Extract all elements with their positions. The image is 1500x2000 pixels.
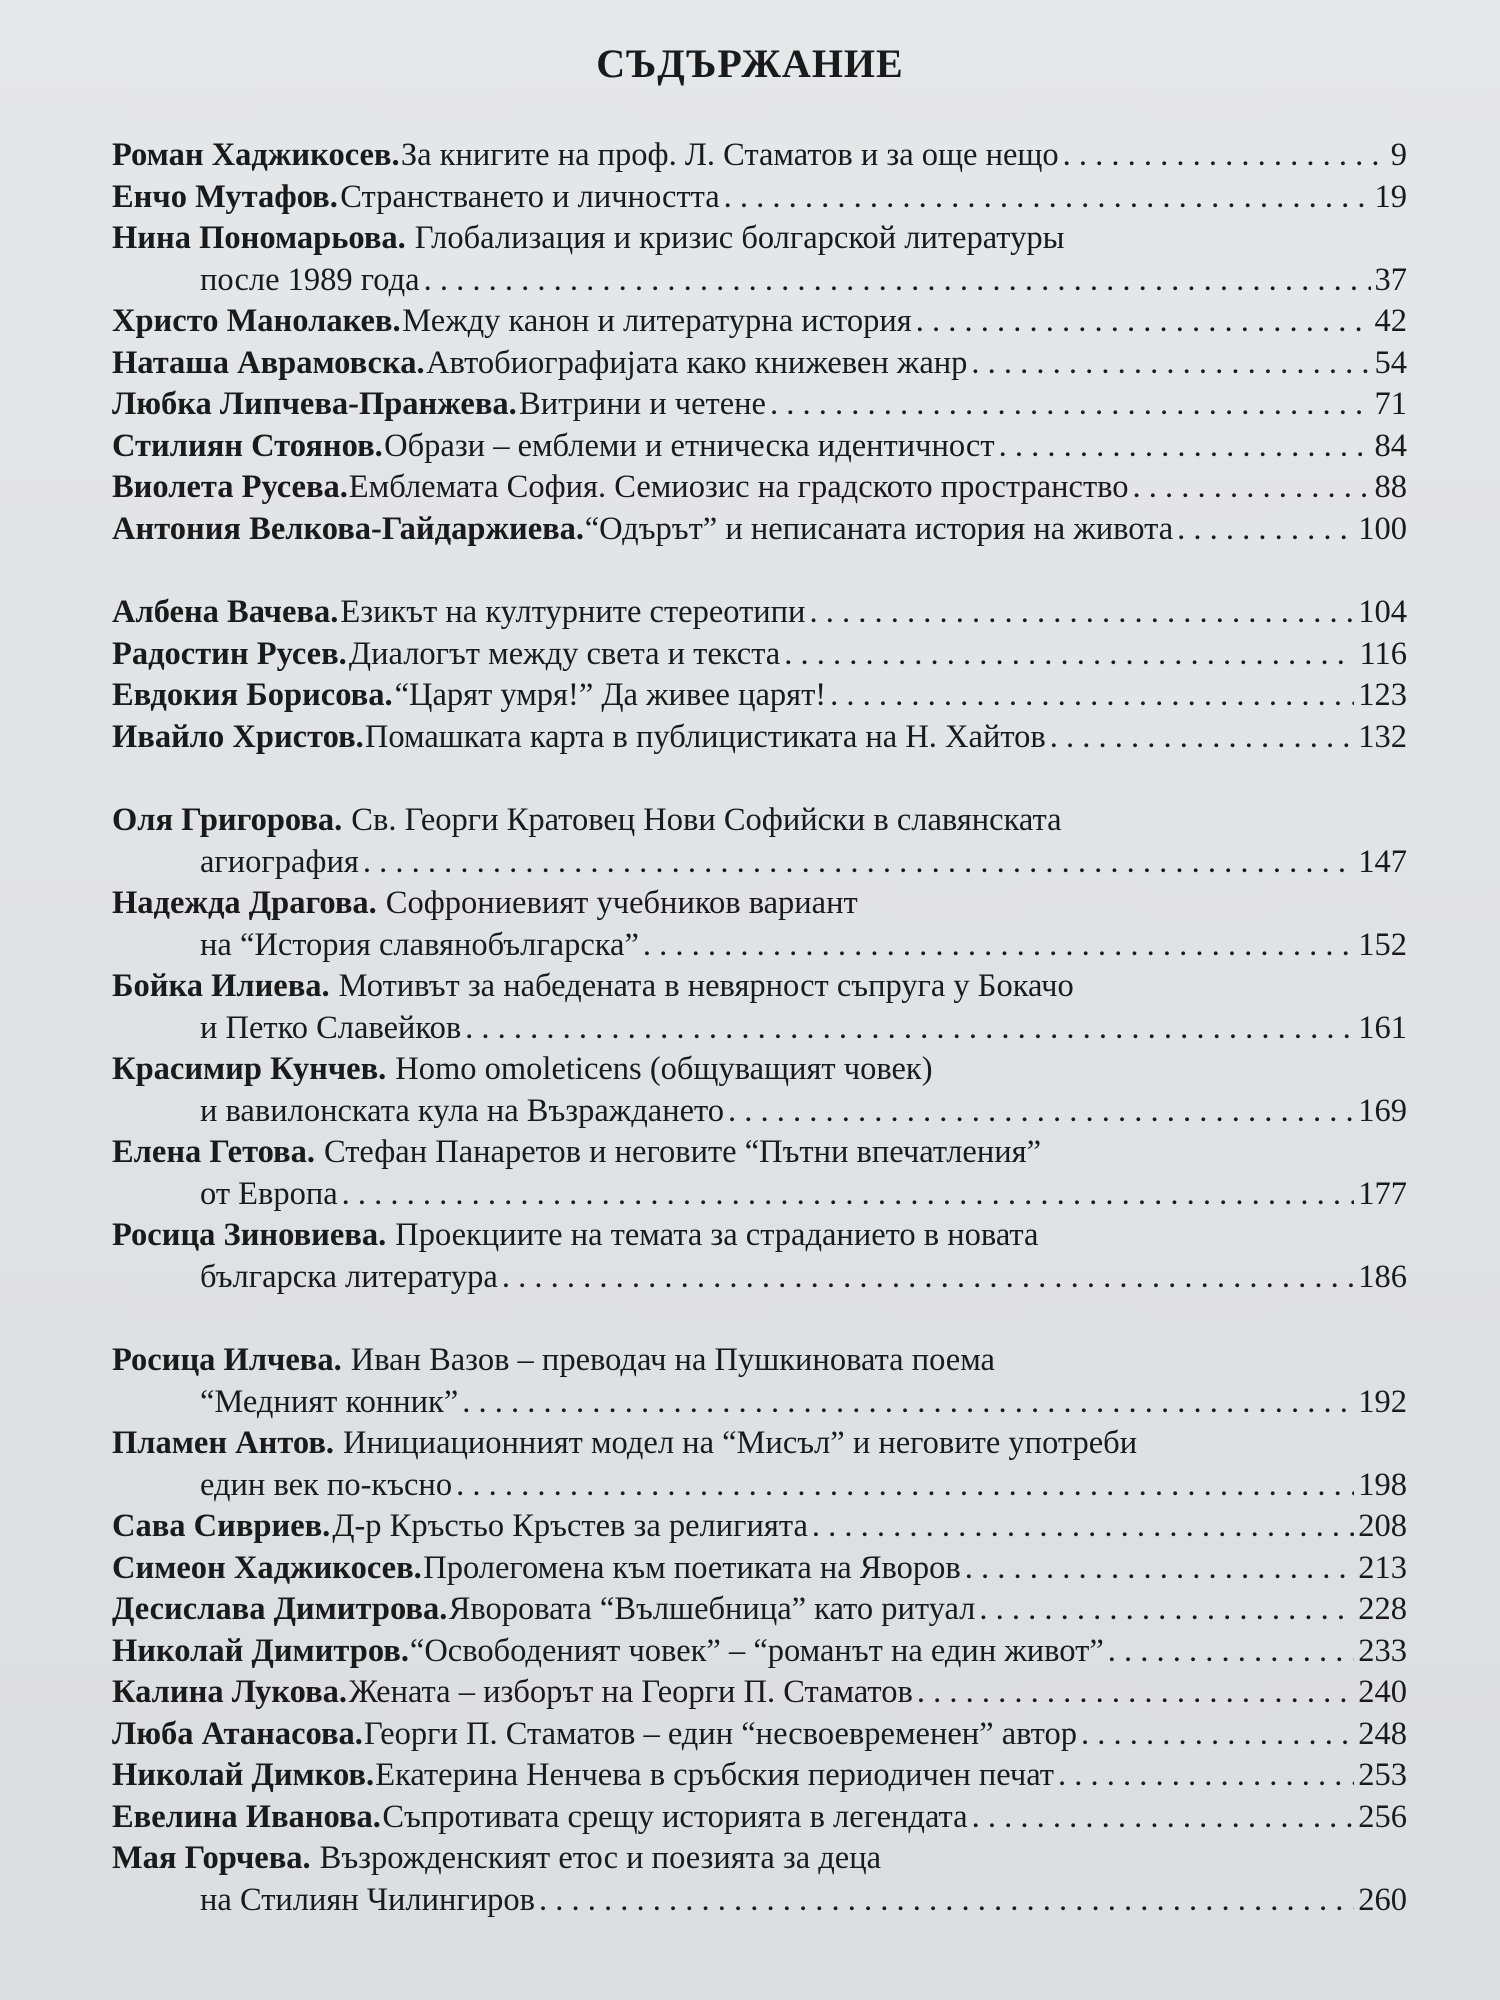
entry-author: Сава Сивриев. [112,1508,331,1544]
entry-author: Виолета Русева. [112,469,348,505]
toc-entry-line [112,1838,1407,1880]
entry-author: Любка Липчева-Пранжева. [112,386,517,422]
entry-title: от Европа [200,1175,338,1212]
toc-entry-line [112,467,1407,509]
toc-entry [112,1340,1407,1423]
entry-author: Христо Манолакев. [112,303,401,339]
leader-dots [770,384,1371,426]
entry-title: Мотивът за набедената в невярност съпруга у Бокачо [338,968,1074,1004]
entry-title: Софрониевият учебников вариант [385,885,858,921]
toc-entry [112,717,1407,759]
toc-entry [112,467,1407,509]
leader-dots [1081,1714,1354,1756]
table-of-contents [112,135,1407,1921]
toc-entry [112,218,1407,301]
toc-entry-line [112,675,1407,717]
toc-entry-line [112,218,1407,260]
leader-dots [342,1174,1355,1216]
entry-title: на “История славянобългарска” [200,926,639,963]
page-number: 177 [1358,1175,1407,1212]
toc-entry [112,675,1407,717]
toc-entry [112,1215,1407,1298]
toc-entry [112,883,1407,966]
leader-dots [1058,1755,1354,1797]
toc-entry-line [112,1423,1407,1465]
toc-entry [112,301,1407,343]
page-number: 213 [1358,1549,1407,1586]
toc-entry-line [112,1008,1407,1050]
toc-entry-line [112,343,1407,385]
leader-dots [784,634,1355,676]
entry-title: Образи – емблеми и етническа идентичност [384,427,995,464]
entry-author: Стилиян Стоянов. [112,427,383,464]
toc-entry-line [112,1880,1407,1922]
toc-entry [112,634,1407,676]
toc-entry [112,1423,1407,1506]
page-number: 256 [1358,1798,1407,1835]
entry-author: Росица Зиновиева. [112,1217,387,1253]
toc-entry-line [112,301,1407,343]
toc-entry-line [112,717,1407,759]
entry-author: Радостин Русев. [112,635,347,672]
toc-entry-line [112,883,1407,925]
entry-title: на Стилиян Чилингиров [200,1881,535,1918]
toc-entry [112,1672,1407,1714]
page-number: 253 [1358,1757,1407,1793]
leader-dots [971,343,1370,385]
entry-author: Антония Велкова-Гайдаржиева. [112,510,585,547]
leader-dots [1108,1631,1354,1673]
entry-author: Мая Горчева. [112,1840,311,1876]
leader-dots [917,1672,1354,1714]
toc-entry-line [112,1465,1407,1507]
page-number: 37 [1374,261,1407,298]
leader-dots [643,925,1354,967]
entry-title: Д-р Кръстьо Кръстев за религията [332,1508,808,1544]
entry-title: един век по-късно [200,1466,453,1503]
entry-author: Енчо Мутафов. [112,178,338,215]
entry-title: Инициационният модел на “Мисъл” и неговите употреби [343,1425,1138,1461]
entry-author: Люба Атанасова. [112,1715,363,1752]
toc-entry-line [112,1631,1407,1673]
leader-dots [465,1008,1354,1050]
page-number: 186 [1358,1258,1407,1295]
entry-title: Стефан Панаретов и неговите “Пътни впечатления” [323,1134,1042,1170]
leader-dots [456,1465,1354,1507]
page-number: 192 [1358,1383,1407,1420]
entry-author: Нина Пономарьова. [112,220,406,256]
entry-title: Проекциите на темата за страданието в новата [395,1217,1039,1253]
page-number: 54 [1374,344,1407,381]
toc-entry-line [112,1215,1407,1257]
page-number: 161 [1358,1009,1407,1046]
entry-title: Витрини и четене [519,386,766,422]
toc-entry-line [112,1340,1407,1382]
toc-entry-line [112,592,1407,634]
toc-entry-line [112,1049,1407,1091]
page-number: 132 [1358,718,1407,755]
entry-title: “Одърът” и неписаната история на живота [584,510,1174,547]
toc-entry-line [112,1382,1407,1424]
toc-entry-line [112,1132,1407,1174]
entry-author: Десислава Димитрова. [112,1591,448,1627]
leader-dots [830,675,1354,717]
toc-entry [112,1838,1407,1921]
entry-author: Красимир Кунчев. [112,1051,387,1087]
section-gap [112,758,1407,800]
section-gap [112,550,1407,592]
toc-entry [112,509,1407,551]
entry-title: Диалогът между света и текста [348,635,781,672]
entry-title: Езикът на културните стереотипи [340,594,806,630]
entry-author: Николай Димитров. [112,1632,409,1669]
toc-entry-line [112,1257,1407,1299]
entry-author: Евелина Иванова. [112,1798,381,1835]
section-gap [112,1298,1407,1340]
entry-title: “Медният конник” [200,1383,459,1420]
leader-dots [728,1091,1354,1133]
page-number: 116 [1359,635,1407,672]
toc-entry-line [112,966,1407,1008]
page-number: 240 [1358,1674,1407,1710]
toc-entry-line [112,135,1407,177]
toc-entry [112,135,1407,177]
entry-title: Св. Георги Кратовец Нови Софийски в славянската [351,802,1062,838]
entry-author: Оля Григорова. [112,802,343,838]
toc-entry [112,966,1407,1049]
entry-title: Homo omoleticens (общуващият човек) [395,1051,933,1087]
page-number: 104 [1358,594,1407,630]
toc-entry [112,177,1407,219]
toc-entry-line [112,260,1407,302]
entry-author: Надежда Драгова. [112,885,377,921]
entry-author: Елена Гетова. [112,1134,315,1170]
page-title: СЪДЪРЖАНИЕ [596,41,904,86]
toc-entry-line [112,1548,1407,1590]
leader-dots [363,842,1354,884]
entry-title: агиография [200,843,359,880]
toc-entry-line [112,384,1407,426]
toc-entry-line [112,1506,1407,1548]
page-number: 147 [1358,843,1407,880]
page-number: 260 [1358,1881,1407,1918]
toc-entry-line [112,1174,1407,1216]
page-number: 152 [1358,926,1407,963]
toc-entry [112,1589,1407,1631]
entry-title: Георги П. Стаматов – един “несвоевременен” автор [363,1715,1077,1752]
toc-entry [112,800,1407,883]
leader-dots [539,1880,1354,1922]
entry-author: Роман Хаджикосев. [112,137,400,173]
entry-author: Калина Лукова. [112,1674,348,1710]
leader-dots [999,426,1371,468]
entry-title: и вавилонската кула на Възраждането [200,1092,725,1129]
page-number: 233 [1358,1632,1407,1669]
toc-entry [112,1548,1407,1590]
entry-title: Пролегомена към поетиката на Яворов [423,1549,961,1586]
toc-entry [112,1755,1407,1797]
entry-title: Екатерина Ненчева в сръбския периодичен печат [375,1757,1054,1793]
entry-title: “Освободеният човек” – “романът на един живот” [409,1632,1104,1669]
toc-entry-line [112,1091,1407,1133]
leader-dots [1177,509,1354,551]
entry-title: За книгите на проф. Л. Стаматов и за още нещо [400,137,1059,173]
entry-title: “Царят умря!” Да живее царят! [394,677,827,713]
leader-dots [916,301,1371,343]
entry-title: Жената – изборът на Георги П. Стаматов [348,1674,913,1710]
entry-author: Ивайло Христов. [112,718,364,755]
page-number: 169 [1358,1092,1407,1129]
entry-title: Яворовата “Вълшебница” като ритуал [448,1591,976,1627]
entry-title: после 1989 года [200,261,420,298]
toc-entry [112,1506,1407,1548]
entry-author: Бойка Илиева. [112,968,330,1004]
entry-title: Съпротивата срещу историята в легендата [382,1798,968,1835]
page-number: 19 [1374,178,1407,215]
toc-entry-line [112,634,1407,676]
toc-entry [112,1631,1407,1673]
toc-entry [112,592,1407,634]
leader-dots [965,1548,1355,1590]
page-number: 228 [1358,1591,1407,1627]
toc-entry-line [112,1797,1407,1839]
toc-entry-line [112,1589,1407,1631]
entry-author: Николай Димков. [112,1757,375,1793]
leader-dots [424,260,1371,302]
toc-entry-line [112,426,1407,468]
entry-title: Между канон и литературна история [402,303,912,339]
leader-dots [812,1506,1354,1548]
page-number: 9 [1390,137,1407,173]
toc-entry-line [112,800,1407,842]
entry-title: Глобализация и кризис болгарской литературы [414,220,1065,256]
toc-entry-line [112,1714,1407,1756]
page-number: 42 [1374,303,1407,339]
toc-entry [112,1797,1407,1839]
page-number: 198 [1358,1466,1407,1503]
page-number: 248 [1358,1715,1407,1752]
leader-dots [1133,467,1371,509]
toc-entry [112,343,1407,385]
leader-dots [1050,717,1355,759]
page-number: 100 [1358,510,1407,547]
entry-author: Росица Илчева. [112,1342,342,1378]
page-number: 88 [1374,469,1407,505]
leader-dots [1063,135,1387,177]
page-number: 208 [1358,1508,1407,1544]
toc-entry [112,1132,1407,1215]
entry-author: Наташа Аврамовска. [112,344,425,381]
page-number: 84 [1374,427,1407,464]
leader-dots [724,177,1371,219]
entry-title: Възрожденският етос и поезията за деца [319,1840,882,1876]
entry-title: Помашката карта в публицистиката на Н. Хайтов [364,718,1046,755]
leader-dots [972,1797,1355,1839]
page-number: 71 [1374,386,1407,422]
entry-author: Албена Вачева. [112,594,339,630]
entry-title: българска литература [200,1258,498,1295]
toc-entry [112,384,1407,426]
toc-entry-line [112,1755,1407,1797]
entry-author: Симеон Хаджикосев. [112,1549,422,1586]
entry-author: Евдокия Борисова. [112,677,393,713]
leader-dots [979,1589,1354,1631]
entry-author: Пламен Антов. [112,1425,335,1461]
entry-title: Иван Вазов – преводач на Пушкиновата поема [350,1342,995,1378]
leader-dots [809,592,1354,634]
entry-title: Емблемата София. Семиозис на градското пространство [348,469,1129,505]
leader-dots [462,1382,1354,1424]
toc-entry [112,1714,1407,1756]
page-number: 123 [1358,677,1407,713]
toc-entry-line [112,1672,1407,1714]
toc-entry-line [112,925,1407,967]
toc-entry [112,1049,1407,1132]
leader-dots [502,1257,1354,1299]
toc-entry-line [112,509,1407,551]
toc-entry [112,426,1407,468]
toc-entry-line [112,177,1407,219]
entry-title: Автобиографијата како книжевен жанр [426,344,968,381]
entry-title: Странстването и личността [340,178,720,215]
entry-title: и Петко Славейков [200,1009,462,1046]
toc-entry-line [112,842,1407,884]
